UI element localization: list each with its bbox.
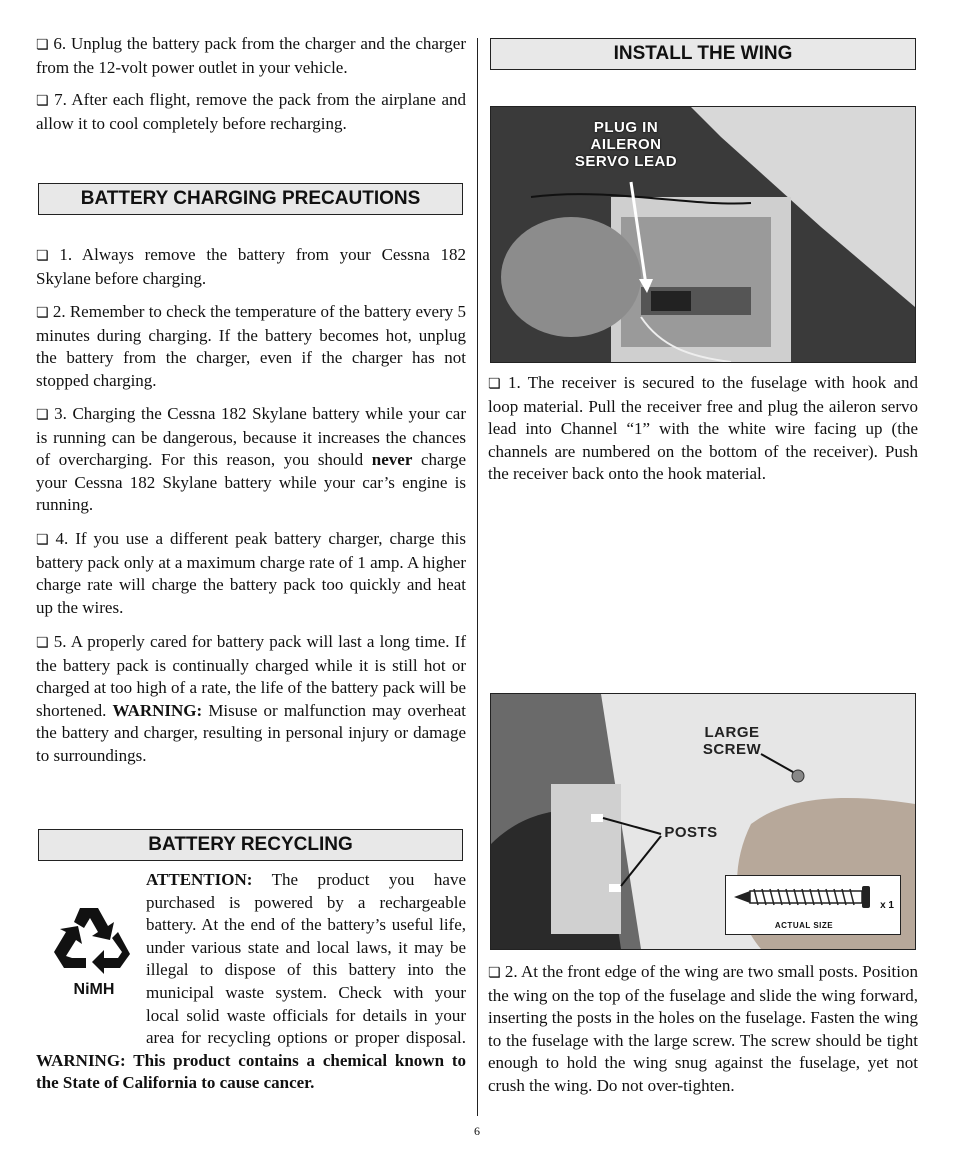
- checkbox-icon: ❏: [36, 37, 49, 53]
- checkbox-icon: ❏: [36, 407, 49, 423]
- column-divider: [477, 38, 478, 1116]
- checkbox-icon: ❏: [36, 532, 49, 548]
- photo-receiver: [490, 106, 916, 363]
- paragraph-precaution-1: ❏ 1. Always remove the battery from your Cessna 182 Skylane before charging.: [36, 245, 466, 288]
- paragraph-install-step-2: ❏ 2. At the front edge of the wing are two small posts. Position the wing on the top of the fuselage and slide the wing forward, inserting the posts in the holes on the fuselage. Fasten the wing to the fuselage with the large screw. The screw should be tight enough to hold the wing snug against the fuselage, yet not crush the wing. Do not over-tighten.: [488, 962, 918, 1095]
- battery-type-label: NiMH: [73, 981, 115, 998]
- paragraph-precaution-5: ❏ 5. A properly cared for battery pack will last a long time. If the battery pack is continually charged while it is still hot or charged at too high of a rate, the life of the battery pack will be shortened. WARNING: Misuse or malfunction may overheat the battery and charger, resulting in personal injury or damage to surroundings.: [36, 632, 466, 765]
- section-heading-precautions: BATTERY CHARGING PRECAUTIONS: [38, 183, 463, 215]
- receiver-photo-graphic: [491, 107, 915, 362]
- checkbox-icon: ❏: [36, 93, 49, 109]
- paragraph-install-step-1: ❏ 1. The receiver is secured to the fuselage with hook and loop material. Pull the receiver free and plug the aileron servo lead into Channel “1” with the white wire facing up (the channels are numbered on the bottom of the receiver). Push the receiver back onto the hook material.: [488, 373, 918, 484]
- checkbox-icon: ❏: [488, 376, 501, 392]
- screw-icon: [730, 880, 880, 914]
- callout-posts: POSTS: [664, 824, 718, 841]
- checkbox-icon: ❏: [36, 248, 49, 264]
- paragraph-precaution-3: ❏ 3. Charging the Cessna 182 Skylane battery while your car is running can be dangerous, because it increases the chances of overcharging. For this reason, you should never charge your Cessna 182 Skylane battery while your car’s engine is running.: [36, 404, 466, 515]
- actual-size-label: ACTUAL SIZE: [774, 921, 834, 930]
- photo-wing-posts: [490, 693, 916, 950]
- logo-float-spacer: [36, 891, 146, 1031]
- page-number: 6: [474, 1124, 480, 1138]
- checkbox-icon: ❏: [36, 305, 49, 321]
- paragraph-recycling: ATTENTION: The product you have purchased is powered by a rechargeable battery. At the end of the battery’s useful life, under various state and local laws, it may be illegal to dispose of this battery into the municipal waste system. Check with your local solid waste officials for details in your area for recycling options or proper disposal. WARNING: This product contains a chemical known to the State of California to cause cancer.: [36, 870, 466, 1093]
- paragraph-step-6: ❏ 6. Unplug the battery pack from the charger and the charger from the 12-volt power outlet in your vehicle.: [36, 34, 466, 77]
- section-heading-install-wing: INSTALL THE WING: [490, 38, 916, 70]
- screw-quantity: x 1: [880, 900, 894, 911]
- checkbox-icon: ❏: [36, 635, 49, 651]
- paragraph-precaution-4: ❏ 4. If you use a different peak battery charger, charge this battery pack only at a maximum charge rate of 1 amp. A higher charge rate will charge the battery pack too quickly and heat up the wires.: [36, 529, 466, 617]
- paragraph-precaution-2: ❏ 2. Remember to check the temperature of the battery every 5 minutes during charging. If the battery becomes hot, unplug the battery from the charger, even if the charger has not stopped charging.: [36, 302, 466, 390]
- actual-size-screw-box: [725, 875, 901, 935]
- paragraph-step-7: ❏ 7. After each flight, remove the pack from the airplane and allow it to cool completely before recharging.: [36, 90, 466, 133]
- section-heading-recycling: BATTERY RECYCLING: [38, 829, 463, 861]
- callout-plug-in-aileron: PLUG IN AILERON SERVO LEAD: [574, 119, 678, 170]
- callout-large-screw: LARGE SCREW: [702, 724, 762, 758]
- checkbox-icon: ❏: [488, 965, 501, 981]
